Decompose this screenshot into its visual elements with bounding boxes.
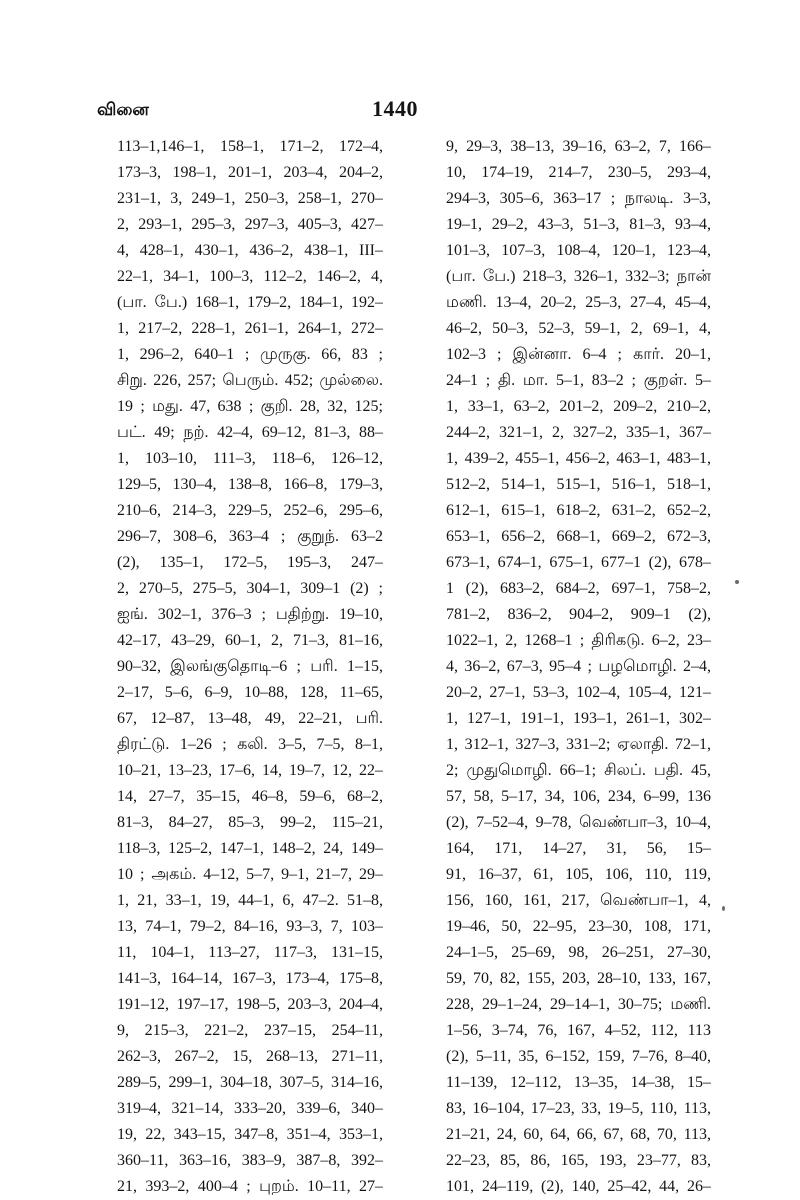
- left-column-line: ஐங். 302–1, 376–3 ; பதிற்று. 19–10,: [117, 606, 383, 623]
- right-column-line: (2), 7–52–4, 9–78, வெண்பா–3, 10–4,: [446, 814, 711, 831]
- page-number: 1440: [372, 96, 418, 121]
- right-column-line: 11–139, 12–112, 13–35, 14–38, 15–: [446, 1074, 711, 1091]
- right-column-line: 57, 58, 5–17, 34, 106, 234, 6–99, 136: [446, 788, 711, 805]
- left-column-line: (பா. பே.) 168–1, 179–2, 184–1, 192–: [117, 294, 383, 311]
- right-column-line: 1, 312–1, 327–3, 331–2; ஏலாதி. 72–1,: [446, 736, 711, 753]
- left-column-line: 22–1, 34–1, 100–3, 112–2, 146–2, 4,: [117, 268, 383, 285]
- right-column-line: 4, 36–2, 67–3, 95–4 ; பழமொழி. 2–4,: [446, 658, 711, 675]
- left-column-line: 141–3, 164–14, 167–3, 173–4, 175–8,: [117, 970, 383, 987]
- running-headword: வினை: [97, 100, 149, 120]
- left-column-line: 262–3, 267–2, 15, 268–13, 271–11,: [117, 1048, 383, 1065]
- right-column-line: 1, 127–1, 191–1, 193–1, 261–1, 302–: [446, 710, 711, 727]
- left-column-line: 129–5, 130–4, 138–8, 166–8, 179–3,: [117, 476, 383, 493]
- right-column-line: 10, 174–19, 214–7, 230–5, 293–4,: [446, 164, 711, 181]
- left-column-line: 1, 103–10, 111–3, 118–6, 126–12,: [117, 450, 383, 467]
- right-column-line: 22–23, 85, 86, 165, 193, 23–77, 83,: [446, 1152, 711, 1169]
- left-column-line: 2–17, 5–6, 6–9, 10–88, 128, 11–65,: [117, 684, 383, 701]
- right-column-line: 59, 70, 82, 155, 203, 28–10, 133, 167,: [446, 970, 711, 987]
- right-column-line: 24–1–5, 25–69, 98, 26–251, 27–30,: [446, 944, 711, 961]
- right-column-line: 24–1 ; தி. மா. 5–1, 83–2 ; குறள். 5–: [446, 372, 711, 389]
- left-column-line: 113–1,146–1, 158–1, 171–2, 172–4,: [117, 138, 383, 155]
- left-column-line: 173–3, 198–1, 201–1, 203–4, 204–2,: [117, 164, 383, 181]
- right-column-line: 20–2, 27–1, 53–3, 102–4, 105–4, 121–: [446, 684, 711, 701]
- right-column: [446, 134, 711, 1200]
- right-column-line: 1, 33–1, 63–2, 201–2, 209–2, 210–2,: [446, 398, 711, 415]
- scan-speck-1: [735, 580, 739, 584]
- left-column-line: திரட்டு. 1–26 ; கலி. 3–5, 7–5, 8–1,: [117, 736, 383, 753]
- right-column-line: (2), 5–11, 35, 6–152, 159, 7–76, 8–40,: [446, 1048, 711, 1065]
- right-column-line: 102–3 ; இன்னா. 6–4 ; கார். 20–1,: [446, 346, 711, 363]
- left-column-line: 1, 21, 33–1, 19, 44–1, 6, 47–2. 51–8,: [117, 892, 383, 909]
- right-column-line: 1022–1, 2, 1268–1 ; திரிகடு. 6–2, 23–: [446, 632, 711, 649]
- left-column-line: 10 ; அகம். 4–12, 5–7, 9–1, 21–7, 29–: [117, 866, 383, 883]
- right-column-line: 19–1, 29–2, 43–3, 51–3, 81–3, 93–4,: [446, 216, 711, 233]
- right-column-line: 1–56, 3–74, 76, 167, 4–52, 112, 113: [446, 1022, 711, 1039]
- right-column-line: 1 (2), 683–2, 684–2, 697–1, 758–2,: [446, 580, 711, 597]
- left-column-line: 289–5, 299–1, 304–18, 307–5, 314–16,: [117, 1074, 383, 1091]
- right-column-line: 653–1, 656–2, 668–1, 669–2, 672–3,: [446, 528, 711, 545]
- right-column-line: 512–2, 514–1, 515–1, 516–1, 518–1,: [446, 476, 711, 493]
- left-column-line: 10–21, 13–23, 17–6, 14, 19–7, 12, 22–: [117, 762, 383, 779]
- right-column-line: 101–3, 107–3, 108–4, 120–1, 123–4,: [446, 242, 711, 259]
- right-column-line: (பா. பே.) 218–3, 326–1, 332–3; நான்: [446, 268, 711, 285]
- left-column-line: 67, 12–87, 13–48, 49, 22–21, பரி.: [117, 710, 383, 727]
- right-column-line: 2; முதுமொழி. 66–1; சிலப். பதி. 45,: [446, 762, 711, 779]
- right-column-line: 612–1, 615–1, 618–2, 631–2, 652–2,: [446, 502, 711, 519]
- left-column-line: (2), 135–1, 172–5, 195–3, 247–: [117, 554, 383, 571]
- right-column-line: 156, 160, 161, 217, வெண்பா–1, 4,: [446, 892, 711, 909]
- left-column-line: 1, 296–2, 640–1 ; முருகு. 66, 83 ;: [117, 346, 383, 363]
- right-column-line: 164, 171, 14–27, 31, 56, 15–: [446, 840, 711, 857]
- right-column-line: 21–21, 24, 60, 64, 66, 67, 68, 70, 113,: [446, 1126, 711, 1143]
- right-column-line: 781–2, 836–2, 904–2, 909–1 (2),: [446, 606, 711, 623]
- left-column-line: சிறு. 226, 257; பெரும். 452; முல்லை.: [117, 372, 383, 389]
- right-column-line: 101, 24–119, (2), 140, 25–42, 44, 26–: [446, 1178, 711, 1195]
- left-column-line: 360–11, 363–16, 383–9, 387–8, 392–: [117, 1152, 383, 1169]
- right-column-line: 46–2, 50–3, 52–3, 59–1, 2, 69–1, 4,: [446, 320, 711, 337]
- left-column-line: 319–4, 321–14, 333–20, 339–6, 340–: [117, 1100, 383, 1117]
- left-column-line: 19, 22, 343–15, 347–8, 351–4, 353–1,: [117, 1126, 383, 1143]
- left-column-line: 2, 270–5, 275–5, 304–1, 309–1 (2) ;: [117, 580, 383, 597]
- left-column: [117, 134, 383, 1200]
- left-column-line: 21, 393–2, 400–4 ; புறம். 10–11, 27–: [117, 1178, 383, 1195]
- left-column-line: 296–7, 308–6, 363–4 ; குறுந். 63–2: [117, 528, 383, 545]
- left-column-line: 11, 104–1, 113–27, 117–3, 131–15,: [117, 944, 383, 961]
- left-column-line: 90–32, இலங்குதொடி–6 ; பரி. 1–15,: [117, 658, 383, 675]
- left-column-line: 81–3, 84–27, 85–3, 99–2, 115–21,: [117, 814, 383, 831]
- scan-speck-2: [722, 906, 725, 911]
- left-column-line: 9, 215–3, 221–2, 237–15, 254–11,: [117, 1022, 383, 1039]
- right-column-line: 673–1, 674–1, 675–1, 677–1 (2), 678–: [446, 554, 711, 571]
- right-column-line: 83, 16–104, 17–23, 33, 19–5, 110, 113,: [446, 1100, 711, 1117]
- left-column-line: 4, 428–1, 430–1, 436–2, 438–1, III–: [117, 242, 383, 259]
- right-column-line: 9, 29–3, 38–13, 39–16, 63–2, 7, 166–: [446, 138, 711, 155]
- left-column-line: 210–6, 214–3, 229–5, 252–6, 295–6,: [117, 502, 383, 519]
- left-column-line: 42–17, 43–29, 60–1, 2, 71–3, 81–16,: [117, 632, 383, 649]
- right-column-line: 91, 16–37, 61, 105, 106, 110, 119,: [446, 866, 711, 883]
- right-column-line: மணி. 13–4, 20–2, 25–3, 27–4, 45–4,: [446, 294, 711, 311]
- left-column-line: 118–3, 125–2, 147–1, 148–2, 24, 149–: [117, 840, 383, 857]
- right-column-line: 244–2, 321–1, 2, 327–2, 335–1, 367–: [446, 424, 711, 441]
- right-column-line: 228, 29–1–24, 29–14–1, 30–75; மணி.: [446, 996, 711, 1013]
- left-column-line: 14, 27–7, 35–15, 46–8, 59–6, 68–2,: [117, 788, 383, 805]
- left-column-line: 13, 74–1, 79–2, 84–16, 93–3, 7, 103–: [117, 918, 383, 935]
- right-column-line: 19–46, 50, 22–95, 23–30, 108, 171,: [446, 918, 711, 935]
- left-column-line: 19 ; மது. 47, 638 ; குறி. 28, 32, 125;: [117, 398, 383, 415]
- right-column-line: 294–3, 305–6, 363–17 ; நாலடி. 3–3,: [446, 190, 711, 207]
- left-column-line: 231–1, 3, 249–1, 250–3, 258–1, 270–: [117, 190, 383, 207]
- left-column-line: 191–12, 197–17, 198–5, 203–3, 204–4,: [117, 996, 383, 1013]
- left-column-line: 1, 217–2, 228–1, 261–1, 264–1, 272–: [117, 320, 383, 337]
- left-column-line: 2, 293–1, 295–3, 297–3, 405–3, 427–: [117, 216, 383, 233]
- left-column-line: பட். 49; நற். 42–4, 69–12, 81–3, 88–: [117, 424, 383, 441]
- right-column-line: 1, 439–2, 455–1, 456–2, 463–1, 483–1,: [446, 450, 711, 467]
